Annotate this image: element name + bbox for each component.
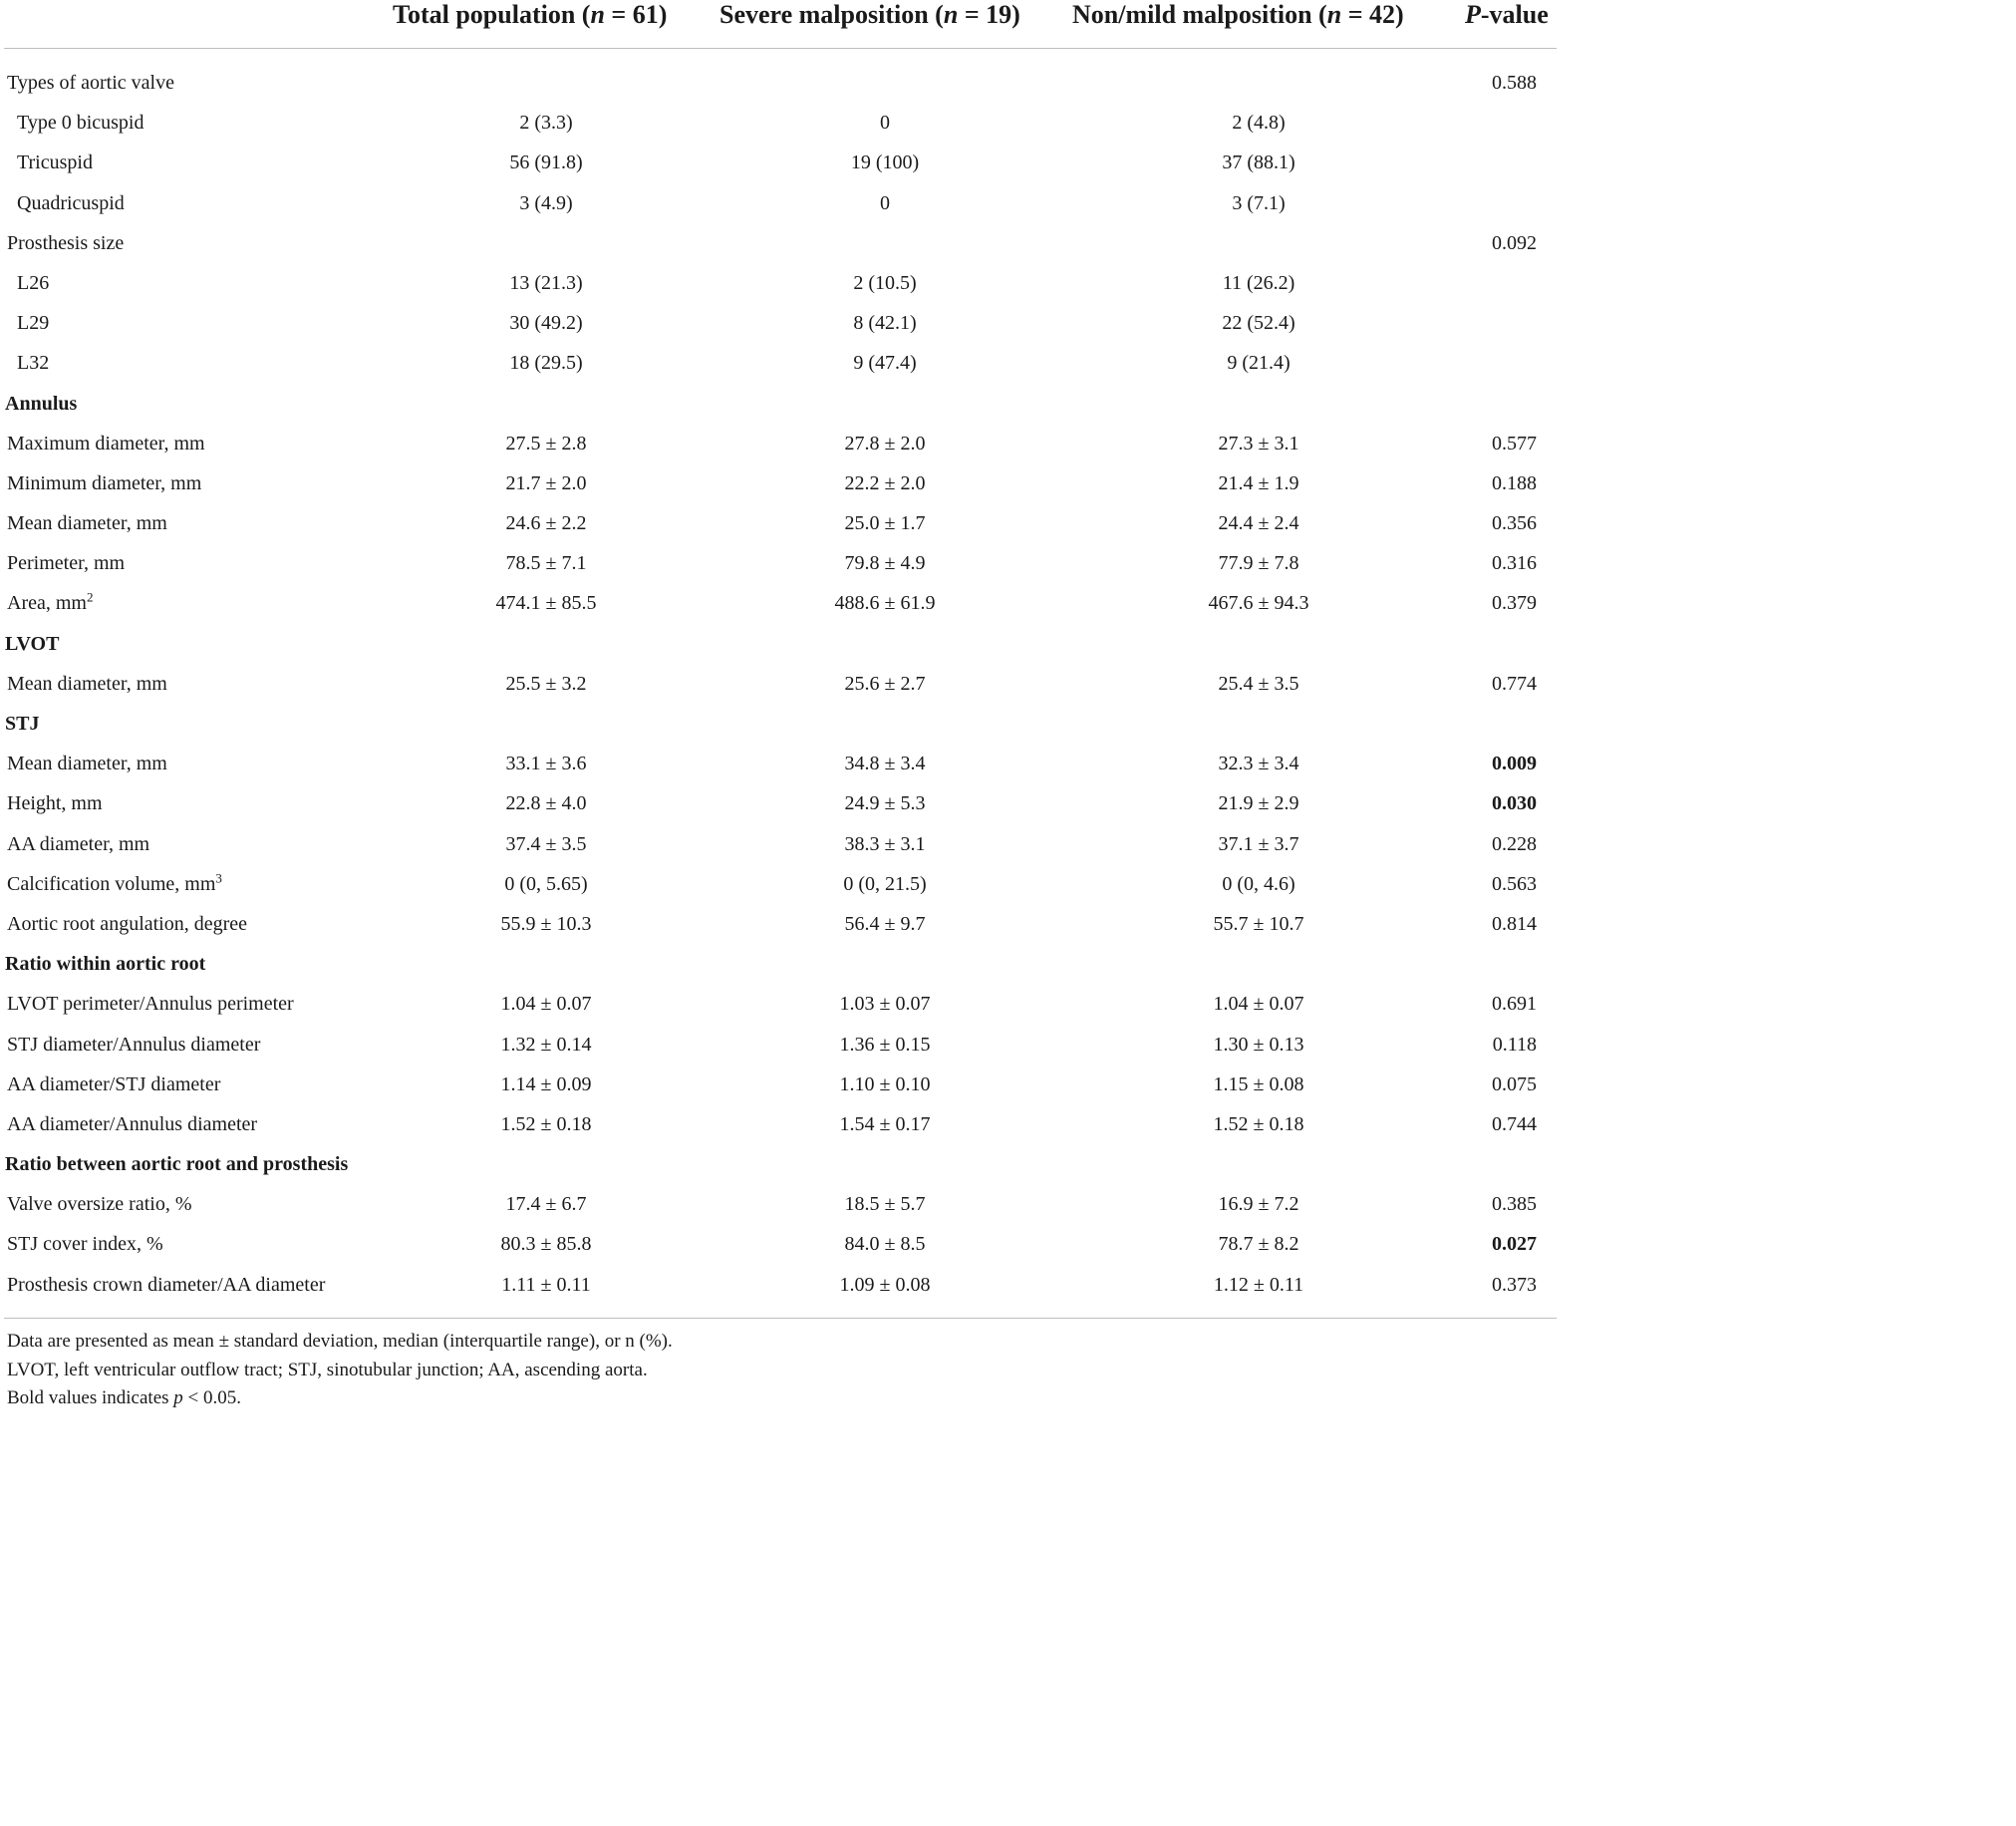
cell-severe: 18.5 ± 5.7 xyxy=(844,1193,926,1216)
cell-nonmild: 24.4 ± 2.4 xyxy=(1218,512,1299,535)
cell-p-value: 0.577 xyxy=(1492,432,1537,455)
row-label-text: Area, mm xyxy=(7,592,87,615)
cell-severe: 25.6 ± 2.7 xyxy=(844,672,926,695)
cell-nonmild: 2 (4.8) xyxy=(1232,112,1286,135)
footnote-abbreviations: LVOT, left ventricular outflow tract; STJ, sinotubular junction; AA, ascending aorta. xyxy=(7,1359,648,1380)
table-body xyxy=(0,63,1561,1305)
cell-nonmild: 16.9 ± 7.2 xyxy=(1218,1193,1299,1216)
header-p-value: P-value xyxy=(1465,0,1549,29)
table-row xyxy=(0,904,1561,944)
cell-p-value: 0.774 xyxy=(1492,672,1537,695)
cell-total: 18 (29.5) xyxy=(509,352,583,375)
row-label xyxy=(17,183,125,223)
row-label xyxy=(7,543,125,583)
row-label xyxy=(7,1224,163,1264)
cell-severe: 25.0 ± 1.7 xyxy=(844,512,926,535)
row-label-text: Maximum diameter, mm xyxy=(7,432,205,455)
cell-severe: 0 (0, 21.5) xyxy=(843,872,927,895)
table-row xyxy=(0,463,1561,503)
cell-nonmild: 77.9 ± 7.8 xyxy=(1218,552,1299,575)
cell-total: 21.7 ± 2.0 xyxy=(505,471,587,494)
table-row xyxy=(0,1184,1561,1224)
cell-total: 24.6 ± 2.2 xyxy=(505,512,587,535)
table-row xyxy=(0,303,1561,343)
cell-severe: 2 (10.5) xyxy=(853,271,917,294)
row-label-text: Height, mm xyxy=(7,792,103,815)
row-label-text: LVOT perimeter/Annulus perimeter xyxy=(7,993,294,1016)
unit-superscript: 3 xyxy=(215,870,222,886)
cell-nonmild: 1.04 ± 0.07 xyxy=(1213,993,1304,1016)
cell-p-value: 0.316 xyxy=(1492,552,1537,575)
header-non-mild-malposition: Non/mild malposition (n = 42) xyxy=(1072,0,1404,29)
table-row xyxy=(0,583,1561,623)
table-row xyxy=(0,1025,1561,1065)
cell-total: 78.5 ± 7.1 xyxy=(505,552,587,575)
table-row xyxy=(0,1224,1561,1264)
row-label-text: Aortic root angulation, degree xyxy=(7,912,248,935)
row-label-text: Mean diameter, mm xyxy=(7,672,167,695)
cell-nonmild: 55.7 ± 10.7 xyxy=(1213,912,1304,935)
table-footnotes xyxy=(7,1328,673,1413)
cell-nonmild: 1.52 ± 0.18 xyxy=(1213,1112,1304,1135)
row-label xyxy=(5,624,59,664)
row-label-text: STJ xyxy=(5,713,40,735)
cell-nonmild: 1.30 ± 0.13 xyxy=(1213,1033,1304,1056)
section-header-row xyxy=(0,384,1561,424)
header-divider xyxy=(4,48,1557,49)
cell-p-value: 0.385 xyxy=(1492,1193,1537,1216)
row-label-text: Ratio between aortic root and prosthesis xyxy=(5,1153,349,1176)
row-label xyxy=(7,744,167,783)
row-label xyxy=(7,1265,325,1305)
row-label xyxy=(7,503,167,543)
cell-nonmild: 37 (88.1) xyxy=(1222,152,1296,174)
row-label xyxy=(17,303,49,343)
row-label xyxy=(5,944,205,984)
row-label-text: Types of aortic valve xyxy=(7,72,174,94)
header-severe-malposition: Severe malposition (n = 19) xyxy=(720,0,1020,29)
footnote-data-format: Data are presented as mean ± standard deviation, median (interquartile range), or n (%). xyxy=(7,1331,673,1352)
cell-nonmild: 25.4 ± 3.5 xyxy=(1218,672,1299,695)
cell-p-value: 0.118 xyxy=(1492,1033,1537,1056)
row-label xyxy=(7,463,201,503)
table-row xyxy=(0,1065,1561,1104)
row-label xyxy=(17,143,93,182)
cell-severe: 1.09 ± 0.08 xyxy=(839,1273,931,1296)
cell-total: 30 (49.2) xyxy=(509,312,583,335)
cell-nonmild: 37.1 ± 3.7 xyxy=(1218,832,1299,855)
table-row xyxy=(0,824,1561,864)
row-label xyxy=(7,904,247,944)
cell-total: 1.32 ± 0.14 xyxy=(500,1033,592,1056)
unit-superscript: 2 xyxy=(86,589,94,605)
table-row xyxy=(0,1265,1561,1305)
cell-nonmild: 22 (52.4) xyxy=(1222,312,1296,335)
row-label-text: AA diameter, mm xyxy=(7,832,150,855)
cell-total: 80.3 ± 85.8 xyxy=(500,1233,592,1256)
cell-severe: 38.3 ± 3.1 xyxy=(844,832,926,855)
row-label-text: LVOT xyxy=(5,632,60,655)
cell-p-value: 0.027 xyxy=(1492,1233,1537,1256)
row-label-text: Quadricuspid xyxy=(17,191,125,214)
cell-p-value: 0.188 xyxy=(1492,471,1537,494)
cell-nonmild: 0 (0, 4.6) xyxy=(1222,872,1296,895)
row-label xyxy=(7,1184,191,1224)
section-header-row xyxy=(0,624,1561,664)
header-total-population: Total population (n = 61) xyxy=(393,0,668,29)
row-label-text: Mean diameter, mm xyxy=(7,512,167,535)
cell-severe: 24.9 ± 5.3 xyxy=(844,792,926,815)
cell-p-value: 0.075 xyxy=(1492,1072,1537,1095)
table-header xyxy=(0,0,1561,46)
row-label-text: AA diameter/STJ diameter xyxy=(7,1072,221,1095)
cell-total: 27.5 ± 2.8 xyxy=(505,432,587,455)
row-label-text: Minimum diameter, mm xyxy=(7,471,202,494)
row-label xyxy=(17,343,49,383)
cell-p-value: 0.092 xyxy=(1492,231,1537,254)
cell-total: 0 (0, 5.65) xyxy=(504,872,588,895)
row-label xyxy=(7,63,174,103)
cell-nonmild: 11 (26.2) xyxy=(1222,271,1296,294)
cell-total: 2 (3.3) xyxy=(519,112,573,135)
cell-severe: 27.8 ± 2.0 xyxy=(844,432,926,455)
cell-total: 3 (4.9) xyxy=(519,191,573,214)
cell-severe: 34.8 ± 3.4 xyxy=(844,753,926,775)
row-label-text: STJ cover index, % xyxy=(7,1233,163,1256)
cell-total: 22.8 ± 4.0 xyxy=(505,792,587,815)
row-label-text: Type 0 bicuspid xyxy=(17,112,144,135)
footer-divider xyxy=(4,1318,1557,1319)
table-row xyxy=(0,63,1561,103)
row-label-text: Prosthesis size xyxy=(7,231,125,254)
cell-severe: 1.54 ± 0.17 xyxy=(839,1112,931,1135)
cell-total: 33.1 ± 3.6 xyxy=(505,753,587,775)
row-label xyxy=(7,864,222,904)
row-label xyxy=(7,984,294,1024)
row-label xyxy=(17,103,144,143)
cell-severe: 0 xyxy=(880,112,890,135)
cell-total: 474.1 ± 85.5 xyxy=(495,592,597,615)
section-header-row xyxy=(0,1144,1561,1184)
cell-p-value: 0.228 xyxy=(1492,832,1537,855)
cell-p-value: 0.356 xyxy=(1492,512,1537,535)
section-header-row xyxy=(0,944,1561,984)
table-row xyxy=(0,223,1561,263)
row-label xyxy=(7,824,149,864)
cell-total: 56 (91.8) xyxy=(509,152,583,174)
row-label xyxy=(17,263,49,303)
table-row xyxy=(0,343,1561,383)
cell-p-value: 0.373 xyxy=(1492,1273,1537,1296)
cell-severe: 0 xyxy=(880,191,890,214)
row-label xyxy=(7,223,124,263)
cell-total: 1.52 ± 0.18 xyxy=(500,1112,592,1135)
row-label xyxy=(7,1065,220,1104)
row-label xyxy=(7,424,205,463)
cell-severe: 79.8 ± 4.9 xyxy=(844,552,926,575)
row-label-text: AA diameter/Annulus diameter xyxy=(7,1112,258,1135)
cell-total: 17.4 ± 6.7 xyxy=(505,1193,587,1216)
row-label-text: L29 xyxy=(17,312,50,335)
cell-total: 1.04 ± 0.07 xyxy=(500,993,592,1016)
cell-total: 37.4 ± 3.5 xyxy=(505,832,587,855)
row-label-text: Calcification volume, mm xyxy=(7,872,216,895)
table-row xyxy=(0,143,1561,182)
cell-total: 25.5 ± 3.2 xyxy=(505,672,587,695)
row-label xyxy=(7,783,103,823)
cell-nonmild: 21.9 ± 2.9 xyxy=(1218,792,1299,815)
cell-severe: 56.4 ± 9.7 xyxy=(844,912,926,935)
table-row xyxy=(0,1104,1561,1144)
row-label-text: Ratio within aortic root xyxy=(5,953,206,976)
table-row xyxy=(0,864,1561,904)
cell-total: 1.14 ± 0.09 xyxy=(500,1072,592,1095)
row-label xyxy=(5,704,39,744)
row-label xyxy=(7,664,167,704)
section-header-row xyxy=(0,704,1561,744)
cell-severe: 488.6 ± 61.9 xyxy=(834,592,936,615)
cell-severe: 1.10 ± 0.10 xyxy=(839,1072,931,1095)
cell-severe: 1.03 ± 0.07 xyxy=(839,993,931,1016)
table-row xyxy=(0,424,1561,463)
cell-nonmild: 467.6 ± 94.3 xyxy=(1208,592,1309,615)
cell-p-value: 0.588 xyxy=(1492,72,1537,94)
row-label-text: Perimeter, mm xyxy=(7,552,126,575)
row-label-text: STJ diameter/Annulus diameter xyxy=(7,1033,261,1056)
cell-p-value: 0.030 xyxy=(1492,792,1537,815)
cell-p-value: 0.009 xyxy=(1492,753,1537,775)
cell-severe: 8 (42.1) xyxy=(853,312,917,335)
row-label xyxy=(5,1144,348,1184)
cell-severe: 9 (47.4) xyxy=(853,352,917,375)
row-label-text: Mean diameter, mm xyxy=(7,753,167,775)
cell-nonmild: 3 (7.1) xyxy=(1232,191,1286,214)
row-label xyxy=(7,1104,257,1144)
cell-nonmild: 9 (21.4) xyxy=(1227,352,1291,375)
table-row xyxy=(0,543,1561,583)
cell-p-value: 0.814 xyxy=(1492,912,1537,935)
cell-total: 1.11 ± 0.11 xyxy=(501,1273,591,1296)
row-label xyxy=(7,583,93,623)
cell-p-value: 0.744 xyxy=(1492,1112,1537,1135)
cell-total: 13 (21.3) xyxy=(509,271,583,294)
cell-p-value: 0.691 xyxy=(1492,993,1537,1016)
cell-nonmild: 1.15 ± 0.08 xyxy=(1213,1072,1304,1095)
cell-severe: 1.36 ± 0.15 xyxy=(839,1033,931,1056)
footnote-bold-values: Bold values indicates p < 0.05. xyxy=(7,1387,241,1408)
cell-nonmild: 32.3 ± 3.4 xyxy=(1218,753,1299,775)
table-row xyxy=(0,503,1561,543)
row-label-text: L26 xyxy=(17,271,50,294)
table-row xyxy=(0,263,1561,303)
row-label xyxy=(5,384,77,424)
table-row xyxy=(0,744,1561,783)
cell-severe: 19 (100) xyxy=(850,152,920,174)
cell-total: 55.9 ± 10.3 xyxy=(500,912,592,935)
row-label-text: Prosthesis crown diameter/AA diameter xyxy=(7,1273,326,1296)
cell-p-value: 0.563 xyxy=(1492,872,1537,895)
row-label xyxy=(7,1025,260,1065)
cell-nonmild: 27.3 ± 3.1 xyxy=(1218,432,1299,455)
row-label-text: Tricuspid xyxy=(17,152,93,174)
cell-nonmild: 78.7 ± 8.2 xyxy=(1218,1233,1299,1256)
table-row xyxy=(0,103,1561,143)
table-row xyxy=(0,183,1561,223)
row-label-text: Annulus xyxy=(5,392,78,415)
cell-severe: 22.2 ± 2.0 xyxy=(844,471,926,494)
cell-nonmild: 1.12 ± 0.11 xyxy=(1213,1273,1304,1296)
table-row xyxy=(0,664,1561,704)
table-row xyxy=(0,984,1561,1024)
cell-nonmild: 21.4 ± 1.9 xyxy=(1218,471,1299,494)
cell-severe: 84.0 ± 8.5 xyxy=(844,1233,926,1256)
row-label-text: Valve oversize ratio, % xyxy=(7,1193,192,1216)
cell-p-value: 0.379 xyxy=(1492,592,1537,615)
row-label-text: L32 xyxy=(17,352,50,375)
table-row xyxy=(0,783,1561,823)
